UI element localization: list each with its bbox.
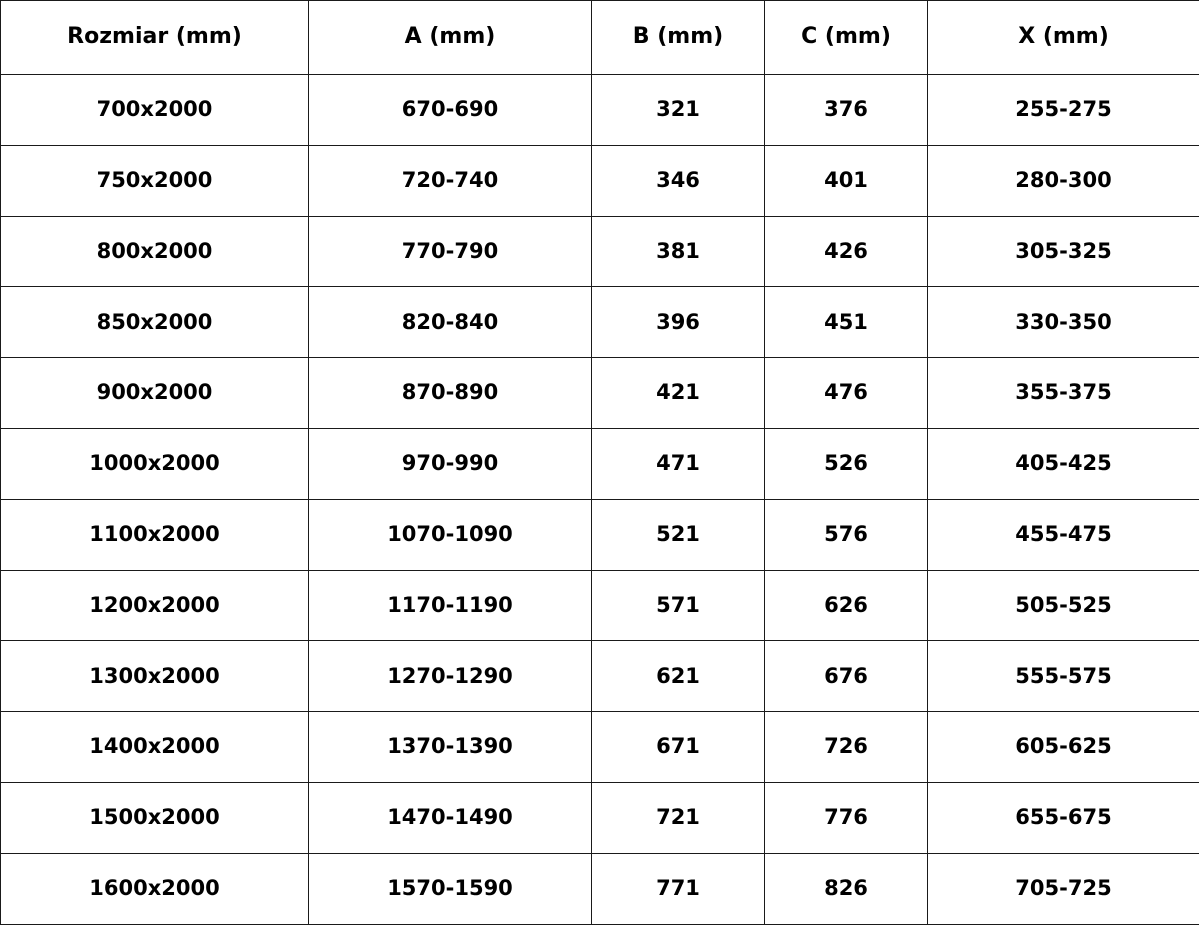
cell-size: 700x2000 (1, 75, 309, 146)
cell-a: 820-840 (309, 287, 592, 358)
cell-size: 1600x2000 (1, 853, 309, 924)
cell-c: 526 (765, 428, 928, 499)
table-row (1, 428, 1199, 499)
cell-c: 426 (765, 216, 928, 287)
cell-a: 770-790 (309, 216, 592, 287)
cell-size: 800x2000 (1, 216, 309, 287)
cell-x: 305-325 (928, 216, 1199, 287)
column-header-x: X (mm) (928, 1, 1199, 75)
table-row (1, 287, 1199, 358)
cell-size: 1300x2000 (1, 641, 309, 712)
cell-a: 720-740 (309, 145, 592, 216)
cell-a: 970-990 (309, 428, 592, 499)
column-header-b: B (mm) (592, 1, 765, 75)
table-row (1, 782, 1199, 853)
cell-size: 1500x2000 (1, 782, 309, 853)
cell-b: 396 (592, 287, 765, 358)
cell-a: 1570-1590 (309, 853, 592, 924)
cell-size: 1100x2000 (1, 499, 309, 570)
table-row (1, 75, 1199, 146)
cell-x: 555-575 (928, 641, 1199, 712)
cell-c: 401 (765, 145, 928, 216)
cell-a: 1170-1190 (309, 570, 592, 641)
cell-c: 726 (765, 712, 928, 783)
cell-x: 705-725 (928, 853, 1199, 924)
table-row (1, 145, 1199, 216)
cell-c: 776 (765, 782, 928, 853)
cell-a: 870-890 (309, 358, 592, 429)
cell-x: 255-275 (928, 75, 1199, 146)
cell-c: 626 (765, 570, 928, 641)
cell-c: 576 (765, 499, 928, 570)
table-row (1, 499, 1199, 570)
cell-x: 330-350 (928, 287, 1199, 358)
cell-c: 826 (765, 853, 928, 924)
cell-b: 346 (592, 145, 765, 216)
cell-x: 405-425 (928, 428, 1199, 499)
cell-size: 1400x2000 (1, 712, 309, 783)
cell-size: 850x2000 (1, 287, 309, 358)
cell-a: 1270-1290 (309, 641, 592, 712)
cell-b: 471 (592, 428, 765, 499)
column-header-c: C (mm) (765, 1, 928, 75)
cell-size: 750x2000 (1, 145, 309, 216)
cell-b: 321 (592, 75, 765, 146)
cell-size: 900x2000 (1, 358, 309, 429)
cell-a: 1470-1490 (309, 782, 592, 853)
cell-size: 1200x2000 (1, 570, 309, 641)
cell-c: 451 (765, 287, 928, 358)
cell-b: 571 (592, 570, 765, 641)
cell-b: 421 (592, 358, 765, 429)
cell-c: 476 (765, 358, 928, 429)
cell-a: 670-690 (309, 75, 592, 146)
table-row (1, 712, 1199, 783)
cell-x: 455-475 (928, 499, 1199, 570)
cell-c: 676 (765, 641, 928, 712)
table-row (1, 570, 1199, 641)
column-header-a: A (mm) (309, 1, 592, 75)
table-body (1, 75, 1199, 925)
cell-x: 605-625 (928, 712, 1199, 783)
cell-b: 671 (592, 712, 765, 783)
cell-a: 1370-1390 (309, 712, 592, 783)
cell-x: 280-300 (928, 145, 1199, 216)
cell-x: 505-525 (928, 570, 1199, 641)
table-row (1, 358, 1199, 429)
cell-x: 355-375 (928, 358, 1199, 429)
table-header-row (1, 1, 1199, 75)
table-row (1, 216, 1199, 287)
cell-b: 381 (592, 216, 765, 287)
cell-b: 771 (592, 853, 765, 924)
table-row (1, 641, 1199, 712)
cell-b: 721 (592, 782, 765, 853)
cell-size: 1000x2000 (1, 428, 309, 499)
table-header (1, 1, 1199, 75)
table-row (1, 853, 1199, 924)
column-header-rozmiar: Rozmiar (mm) (1, 1, 309, 75)
cell-b: 521 (592, 499, 765, 570)
cell-c: 376 (765, 75, 928, 146)
cell-a: 1070-1090 (309, 499, 592, 570)
cell-x: 655-675 (928, 782, 1199, 853)
cell-b: 621 (592, 641, 765, 712)
